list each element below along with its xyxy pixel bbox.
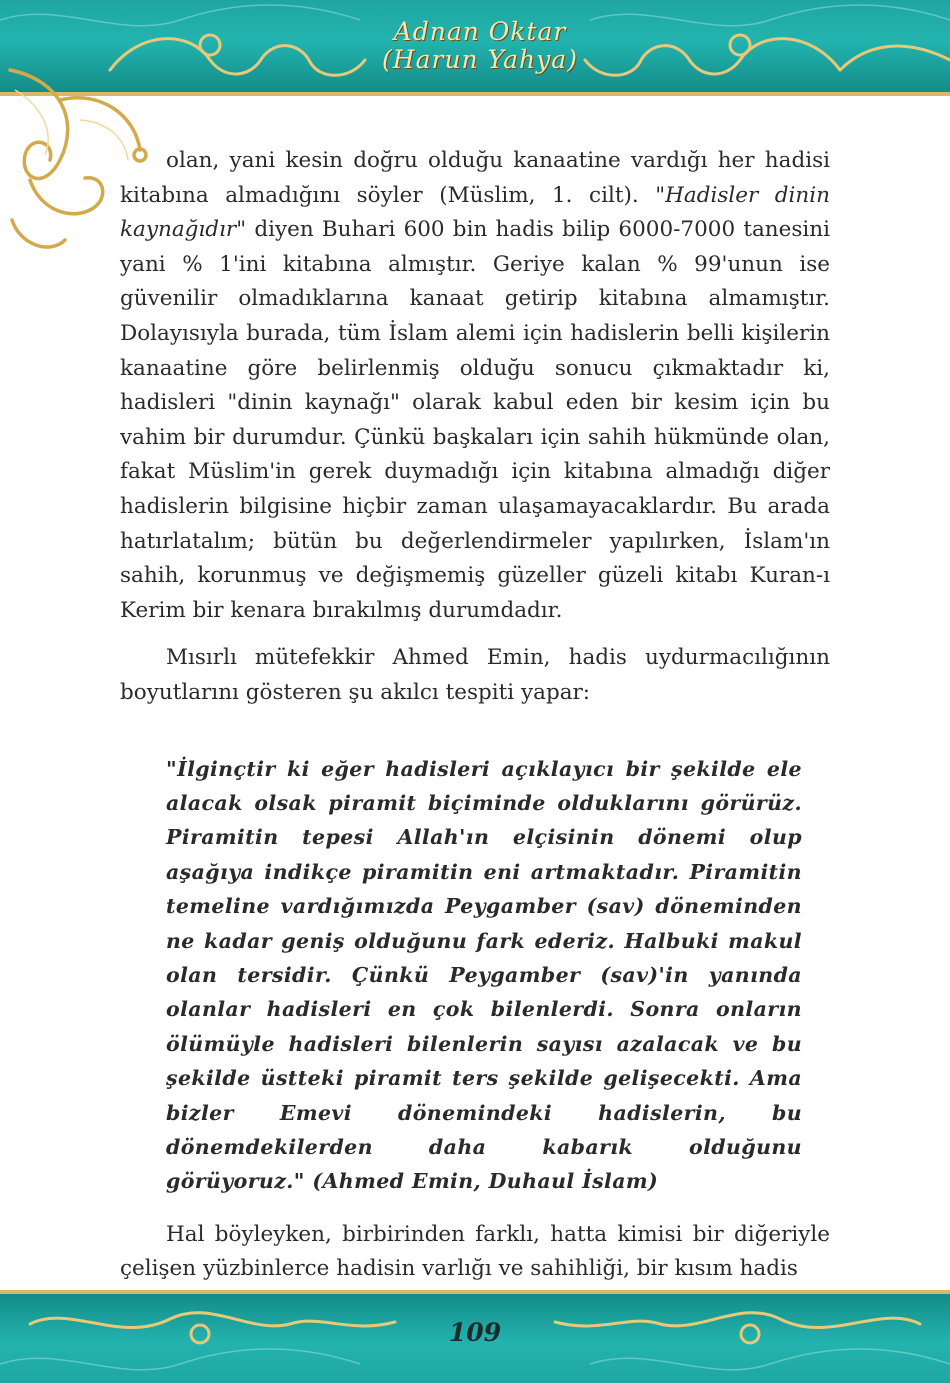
page-body	[120, 144, 830, 1287]
quoted-phrase: "Hadisler dinin kaynağıdır"	[120, 182, 830, 243]
body-paragraph: Mısırlı mütefekkir Ahmed Emin, hadis uydurmacılığının boyutlarını gösteren şu akılcı tespiti yapar:	[120, 645, 830, 705]
author-name: Adnan Oktar	[393, 17, 567, 46]
body-paragraph: Hal böyleyken, birbirinden farklı, hatta kimisi bir diğeriyle çelişen yüzbinlerce hadisin varlığı ve sahihliği, bir kısım hadis	[120, 1221, 830, 1282]
author-pen-name: (Harun Yahya)	[382, 45, 578, 74]
block-quote: "İlginçtir ki eğer hadisleri açıklayıcı bir şekilde ele alacak olsak piramit biçiminde olduklarını görürüz. Piramitin tepesi Allah'ın elçisinin dönemi olup aşağıya indikçe piramitin eni artmaktadır. Piramitin temeline vardığımızda Peygamber (sav) döneminden ne kadar geniş olduğunu fark ederiz. Halbuki makul olan tersidir. Çünkü Peygamber (sav)'in yanında olanlar hadisleri en çok bilenlerdi. Sonra onların ölümüyle hadisleri bilenlerin sayısı azalacak ve bu şekilde üstteki piramit ters şekilde gelişecekti. Ama bizler Emevi dönemindeki hadislerin, bu dönemdekilerden daha kabarık olduğunu görüyoruz." (Ahmed Emin, Duhaul İslam)	[166, 756, 802, 1194]
body-paragraph: olan, yani kesin doğru olduğu kanaatine vardığı her hadisi kitabına almadığını söyler (Müslim, 1. cilt). "Hadisler dinin kaynağıdır" diyen Buhari 600 bin hadis bilip 6000-7000 tanesini yani % 1'ini kitabına almıştır. Geriye kalan % 99'unun ise güvenilir olmadıklarına kanaat getirip kitabına almamıştır. Dolayısıyla burada, tüm İslam alemi için hadislerin belli kişilerin kanaatine göre belirlenmiş olduğu sonucu çıkmaktadır ki, hadisleri "dinin kaynağı" olarak kabul eden bir kesim için bu vahim bir durumdur. Çünkü başkaları için sahih hükmünde olan, fakat Müslim'in gerek duymadığı için kitabına almadığı diğer hadislerin bilgisine hiçbir zaman ulaşamayacaklardır. Bu arada hatırlatalım; bütün bu değerlendirmeler yapılırken, İslam'ın sahih, korunmuş ve değişmemiş güzeller güzeli kitabı Kuran-ı Kerim bir kenara bırakılmış durumdadır.	[120, 148, 830, 623]
page-number: 109	[448, 1318, 502, 1347]
author-logo	[370, 18, 590, 86]
